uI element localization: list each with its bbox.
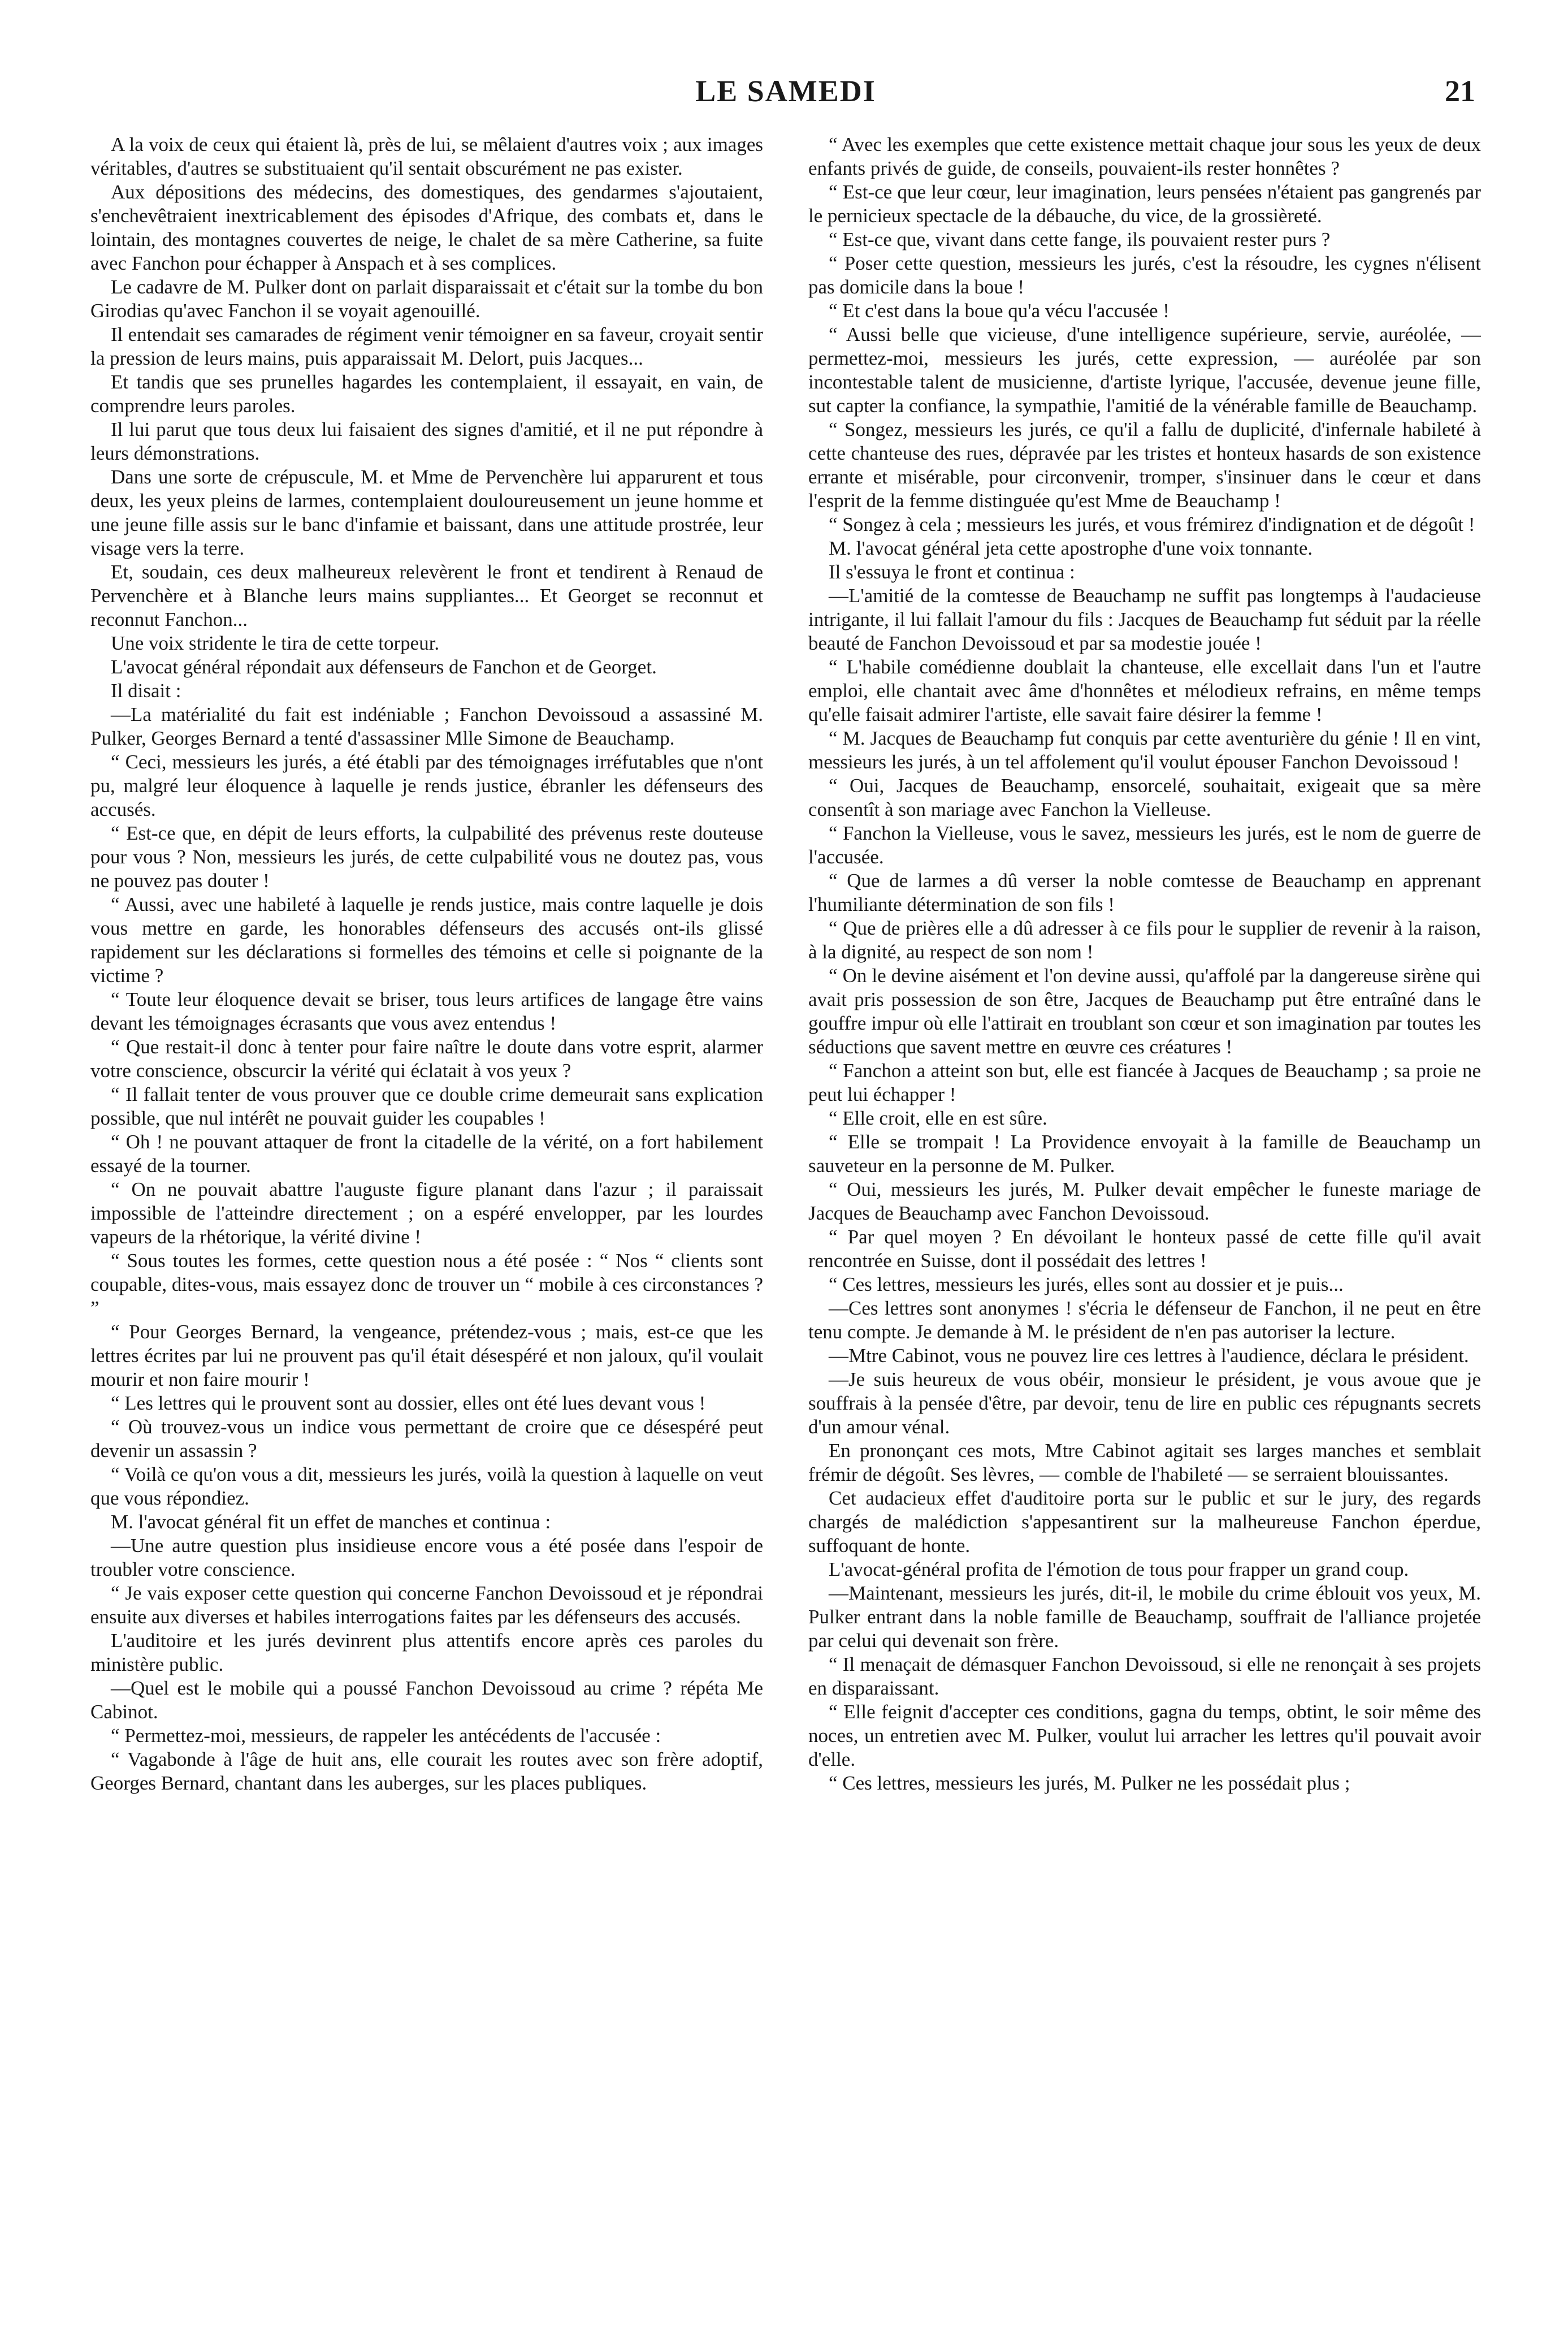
paragraph: “ Elle se trompait ! La Providence envoyait à la famille de Beauchamp un sauveteur en la personne de M. Pulker. (808, 1131, 1481, 1177)
paragraph: L'avocat général répondait aux défenseurs de Fanchon et de Georget. (111, 656, 657, 678)
paragraph: “ Aussi belle que vicieuse, d'une intelligence supérieure, servie, auréolée, — permettez-moi, messieurs les jurés, cette expression, — auréolée par son incontestable talent de musicienne, d'artiste lyrique, l'accusée, devenue jeune fille, sut capter la confiance, la sympathie, l'amitié de la vénérable famille de Beauchamp. (808, 323, 1481, 417)
paragraph: “ Ces lettres, messieurs les jurés, M. Pulker ne les possédait plus ; (829, 1772, 1350, 1794)
paragraph: “ Par quel moyen ? En dévoilant le honteux passé de cette fille qu'il avait rencontrée en Suisse, dont il possédait des lettres ! (808, 1226, 1481, 1272)
paragraph: “ Pour Georges Bernard, la vengeance, prétendez-vous ; mais, est-ce que les lettres écrites par lui ne prouvent pas qu'il était désespéré et non jaloux, qu'il voulait mourir et non faire mourir ! (90, 1321, 763, 1390)
paragraph: Il lui parut que tous deux lui faisaient des signes d'amitié, et il ne put répondre à leurs démonstrations. (90, 418, 763, 464)
paragraph: “ Oui, Jacques de Beauchamp, ensorcelé, souhaitait, exigeait que sa mère consentît à son mariage avec Fanchon la Vielleuse. (808, 775, 1481, 820)
paragraph: “ Aussi, avec une habileté à laquelle je rends justice, mais contre laquelle je dois vous mettre en garde, les honorables défenseurs des accusés ont-ils glissé rapidement sur les déclarations si formelles des témoins et celle si poignante de la victime ? (90, 893, 763, 987)
paragraph: “ Oh ! ne pouvant attaquer de front la citadelle de la vérité, on a fort habilement essayé de la tourner. (90, 1131, 763, 1177)
paragraph: “ Poser cette question, messieurs les jurés, c'est la résoudre, les cygnes n'élisent pas domicile dans la boue ! (808, 252, 1481, 298)
paragraph: “ Il menaçait de démasquer Fanchon Devoissoud, si elle ne renonçait à ses projets en disparaissant. (808, 1653, 1481, 1699)
paragraph: M. l'avocat général fit un effet de manches et continua : (111, 1511, 551, 1533)
paragraph: “ Fanchon a atteint son but, elle est fiancée à Jacques de Beauchamp ; sa proie ne peut lui échapper ! (808, 1060, 1481, 1105)
newspaper-title: LE SAMEDI (695, 74, 876, 108)
paragraph: Dans une sorte de crépuscule, M. et Mme de Pervenchère lui apparurent et tous deux, les yeux pleins de larmes, contemplaient douloureusement un jeune homme et une jeune fille assis sur le banc d'infamie et baissant, dans une attitude prostrée, leur visage vers la terre. (90, 466, 763, 559)
paragraph: Aux dépositions des médecins, des domestiques, des gendarmes s'ajoutaient, s'enchevêtraient inextricablement des épisodes d'Afrique, des combats et, dans le lointain, des montagnes couvertes de neige, le chalet de sa mère Catherine, sa fuite avec Fanchon pour échapper à Anspach et à ses complices. (90, 181, 763, 274)
paragraph: “ Et c'est dans la boue qu'a vécu l'accusée ! (829, 300, 1169, 322)
paragraph: Cet audacieux effet d'auditoire porta sur le public et sur le jury, des regards chargés de malédiction s'appesantirent sur la malheureuse Fanchon éperdue, suffoquant de honte. (808, 1487, 1481, 1557)
paragraph: “ Où trouvez-vous un indice vous permettant de croire que ce désespéré peut devenir un assassin ? (90, 1416, 763, 1462)
paragraph: “ Sous toutes les formes, cette question nous a été posée : “ Nos “ clients sont coupable, dites-vous, mais essayez donc de trouver un “ mobile à ces circonstances ? ” (90, 1250, 763, 1319)
paragraph: “ Je vais exposer cette question qui concerne Fanchon Devoissoud et je répondrai ensuite aux diverses et habiles interrogations faites par les défenseurs des accusés. (90, 1582, 763, 1628)
page-number: 21 (1445, 74, 1475, 108)
paragraph: “ Permettez-moi, messieurs, de rappeler les antécédents de l'accusée : (111, 1725, 661, 1747)
paragraph: L'avocat-général profita de l'émotion de tous pour frapper un grand coup. (829, 1558, 1409, 1580)
paragraph: “ Que de prières elle a dû adresser à ce fils pour le supplier de revenir à la raison, à la dignité, au respect de son nom ! (808, 917, 1481, 963)
page-header (96, 74, 1475, 113)
paragraph: En prononçant ces mots, Mtre Cabinot agitait ses larges manches et semblait frémir de dégoût. Ses lèvres, — comble de l'habileté — se serraient blouissantes. (808, 1440, 1481, 1485)
text-columns (90, 133, 1481, 2310)
left-column (90, 133, 763, 2310)
paragraph: Il s'essuya le front et continua : (829, 561, 1075, 583)
paragraph: “ Que de larmes a dû verser la noble comtesse de Beauchamp en apprenant l'humiliante détermination de son fils ! (808, 870, 1481, 915)
paragraph: “ L'habile comédienne doublait la chanteuse, elle excellait dans l'un et l'autre emploi, elle chantait avec âme d'honnêtes et mélodieux refrains, en même temps qu'elle faisait admirer l'artiste, elle savait faire désirer la femme ! (808, 656, 1481, 725)
paragraph: “ M. Jacques de Beauchamp fut conquis par cette aventurière du génie ! Il en vint, messieurs les jurés, à un tel affolement qu'il voulut épouser Fanchon Devoissoud ! (808, 727, 1481, 773)
paragraph: “ On le devine aisément et l'on devine aussi, qu'affolé par la dangereuse sirène qui avait pris possession de son être, Jacques de Beauchamp put être entraîné dans le gouffre impur où elle l'attirait en troublant son cœur et son imagination par toutes les séductions que savent mettre en œuvre ces créatures ! (808, 965, 1481, 1058)
paragraph: “ Vagabonde à l'âge de huit ans, elle courait les routes avec son frère adoptif, Georges Bernard, chantant dans les auberges, sur les places publiques. (90, 1748, 763, 1794)
paragraph: “ Que restait-il donc à tenter pour faire naître le doute dans votre esprit, alarmer votre conscience, obscurcir la vérité qui éclatait à vos yeux ? (90, 1036, 763, 1082)
paragraph: —Quel est le mobile qui a poussé Fanchon Devoissoud au crime ? répéta Me Cabinot. (90, 1677, 763, 1723)
paragraph: —Je suis heureux de vous obéir, monsieur le président, je vous avoue que je souffrais à la pensée d'être, par devoir, tenu de lire en public ces répugnants secrets d'un amour vénal. (808, 1368, 1481, 1438)
paragraph: —Ces lettres sont anonymes ! s'écria le défenseur de Fanchon, il ne peut en être tenu compte. Je demande à M. le président de n'en pas autoriser la lecture. (808, 1297, 1481, 1343)
paragraph: “ On ne pouvait abattre l'auguste figure planant dans l'azur ; il paraissait impossible de l'atteindre directement ; on a espéré envelopper, par les lourdes vapeurs de la rhétorique, la vérité divine ! (90, 1178, 763, 1248)
paragraph: Il disait : (111, 680, 181, 702)
paragraph: “ Elle croit, elle en est sûre. (829, 1107, 1047, 1129)
paragraph: —Une autre question plus insidieuse encore vous a été posée dans l'espoir de troubler votre conscience. (90, 1535, 763, 1580)
paragraph: M. l'avocat général jeta cette apostrophe d'une voix tonnante. (829, 537, 1313, 559)
paragraph: “ Voilà ce qu'on vous a dit, messieurs les jurés, voilà la question à laquelle on veut que vous répondiez. (90, 1463, 763, 1509)
paragraph: A la voix de ceux qui étaient là, près de lui, se mêlaient d'autres voix ; aux images véritables, d'autres se substituaient qu'il sentait obscurément ne pas exister. (90, 133, 763, 179)
paragraph: “ Les lettres qui le prouvent sont au dossier, elles ont été lues devant vous ! (111, 1392, 706, 1414)
paragraph: Et, soudain, ces deux malheureux relevèrent le front et tendirent à Renaud de Pervenchère et à Blanche leurs mains suppliantes... Et Georget se reconnut et reconnut Fanchon... (90, 561, 763, 630)
right-column (808, 133, 1481, 2310)
paragraph: “ Songez à cela ; messieurs les jurés, et vous frémirez d'indignation et de dégoût ! (829, 513, 1475, 535)
paragraph: —La matérialité du fait est indéniable ; Fanchon Devoissoud a assassiné M. Pulker, Georges Bernard a tenté d'assassiner Mlle Simone de Beauchamp. (90, 703, 763, 749)
paragraph: “ Elle feignit d'accepter ces conditions, gagna du temps, obtint, le soir même des noces, un entretien avec M. Pulker, voulut lui arracher les lettres qu'il pouvait avoir d'elle. (808, 1701, 1481, 1770)
paragraph: “ Oui, messieurs les jurés, M. Pulker devait empêcher le funeste mariage de Jacques de Beauchamp avec Fanchon Devoissoud. (808, 1178, 1481, 1224)
paragraph: Et tandis que ses prunelles hagardes les contemplaient, il essayait, en vain, de comprendre leurs paroles. (90, 371, 763, 417)
paragraph: “ Toute leur éloquence devait se briser, tous leurs artifices de langage être vains devant les témoignages écrasants que vous avez entendus ! (90, 988, 763, 1034)
paragraph: “ Est-ce que, vivant dans cette fange, ils pouvaient rester purs ? (829, 228, 1331, 250)
paragraph: “ Avec les exemples que cette existence mettait chaque jour sous les yeux de deux enfants privés de guide, de conseils, pouvaient-ils rester honnêtes ? (808, 133, 1481, 179)
paragraph: Le cadavre de M. Pulker dont on parlait disparaissait et c'était sur la tombe du bon Girodias qu'avec Fanchon il se voyait agenouillé. (90, 276, 763, 322)
paragraph: “ Est-ce que leur cœur, leur imagination, leurs pensées n'étaient pas gangrenés par le pernicieux spectacle de la débauche, du vice, de la grossièreté. (808, 181, 1481, 227)
paragraph: “ Il fallait tenter de vous prouver que ce double crime demeurait sans explication possible, que nul intérêt ne pouvait guider les coupables ! (90, 1083, 763, 1129)
paragraph: —Maintenant, messieurs les jurés, dit-il, le mobile du crime éblouit vos yeux, M. Pulker entrant dans la noble famille de Beauchamp, souffrait de l'alliance projetée par celui qui devenait son frère. (808, 1582, 1481, 1652)
paragraph: “ Songez, messieurs les jurés, ce qu'il a fallu de duplicité, d'infernale habileté à cette chanteuse des rues, dépravée par les tristes et honteux hasards de son existence errante et misérable, pour circonvenir, tromper, s'insinuer dans le cœur et dans l'esprit de la femme distinguée qu'est Mme de Beauchamp ! (808, 418, 1481, 512)
paragraph: L'auditoire et les jurés devinrent plus attentifs encore après ces paroles du ministère public. (90, 1630, 763, 1675)
paragraph: —L'amitié de la comtesse de Beauchamp ne suffit pas longtemps à l'audacieuse intrigante, il lui fallait l'amour du fils : Jacques de Beauchamp fut séduit par la réelle beauté de Fanchon Devoissoud et par sa modestie jouée ! (808, 585, 1481, 654)
paragraph: “ Est-ce que, en dépit de leurs efforts, la culpabilité des prévenus reste douteuse pour vous ? Non, messieurs les jurés, de cette culpabilité vous ne doutez pas, vous ne pouvez pas douter ! (90, 822, 763, 892)
paragraph: “ Ceci, messieurs les jurés, a été établi par des témoignages irréfutables que n'ont pu, malgré leur éloquence à laquelle je rends justice, ébranler les défenseurs des accusés. (90, 751, 763, 820)
paragraph: Une voix stridente le tira de cette torpeur. (111, 632, 440, 654)
paragraph: —Mtre Cabinot, vous ne pouvez lire ces lettres à l'audience, déclara le président. (829, 1345, 1469, 1367)
paragraph: “ Fanchon la Vielleuse, vous le savez, messieurs les jurés, est le nom de guerre de l'accusée. (808, 822, 1481, 868)
paragraph: “ Ces lettres, messieurs les jurés, elles sont au dossier et je puis... (829, 1273, 1344, 1295)
paragraph: Il entendait ses camarades de régiment venir témoigner en sa faveur, croyait sentir la pression de leurs mains, puis apparaissait M. Delort, puis Jacques... (90, 323, 763, 369)
